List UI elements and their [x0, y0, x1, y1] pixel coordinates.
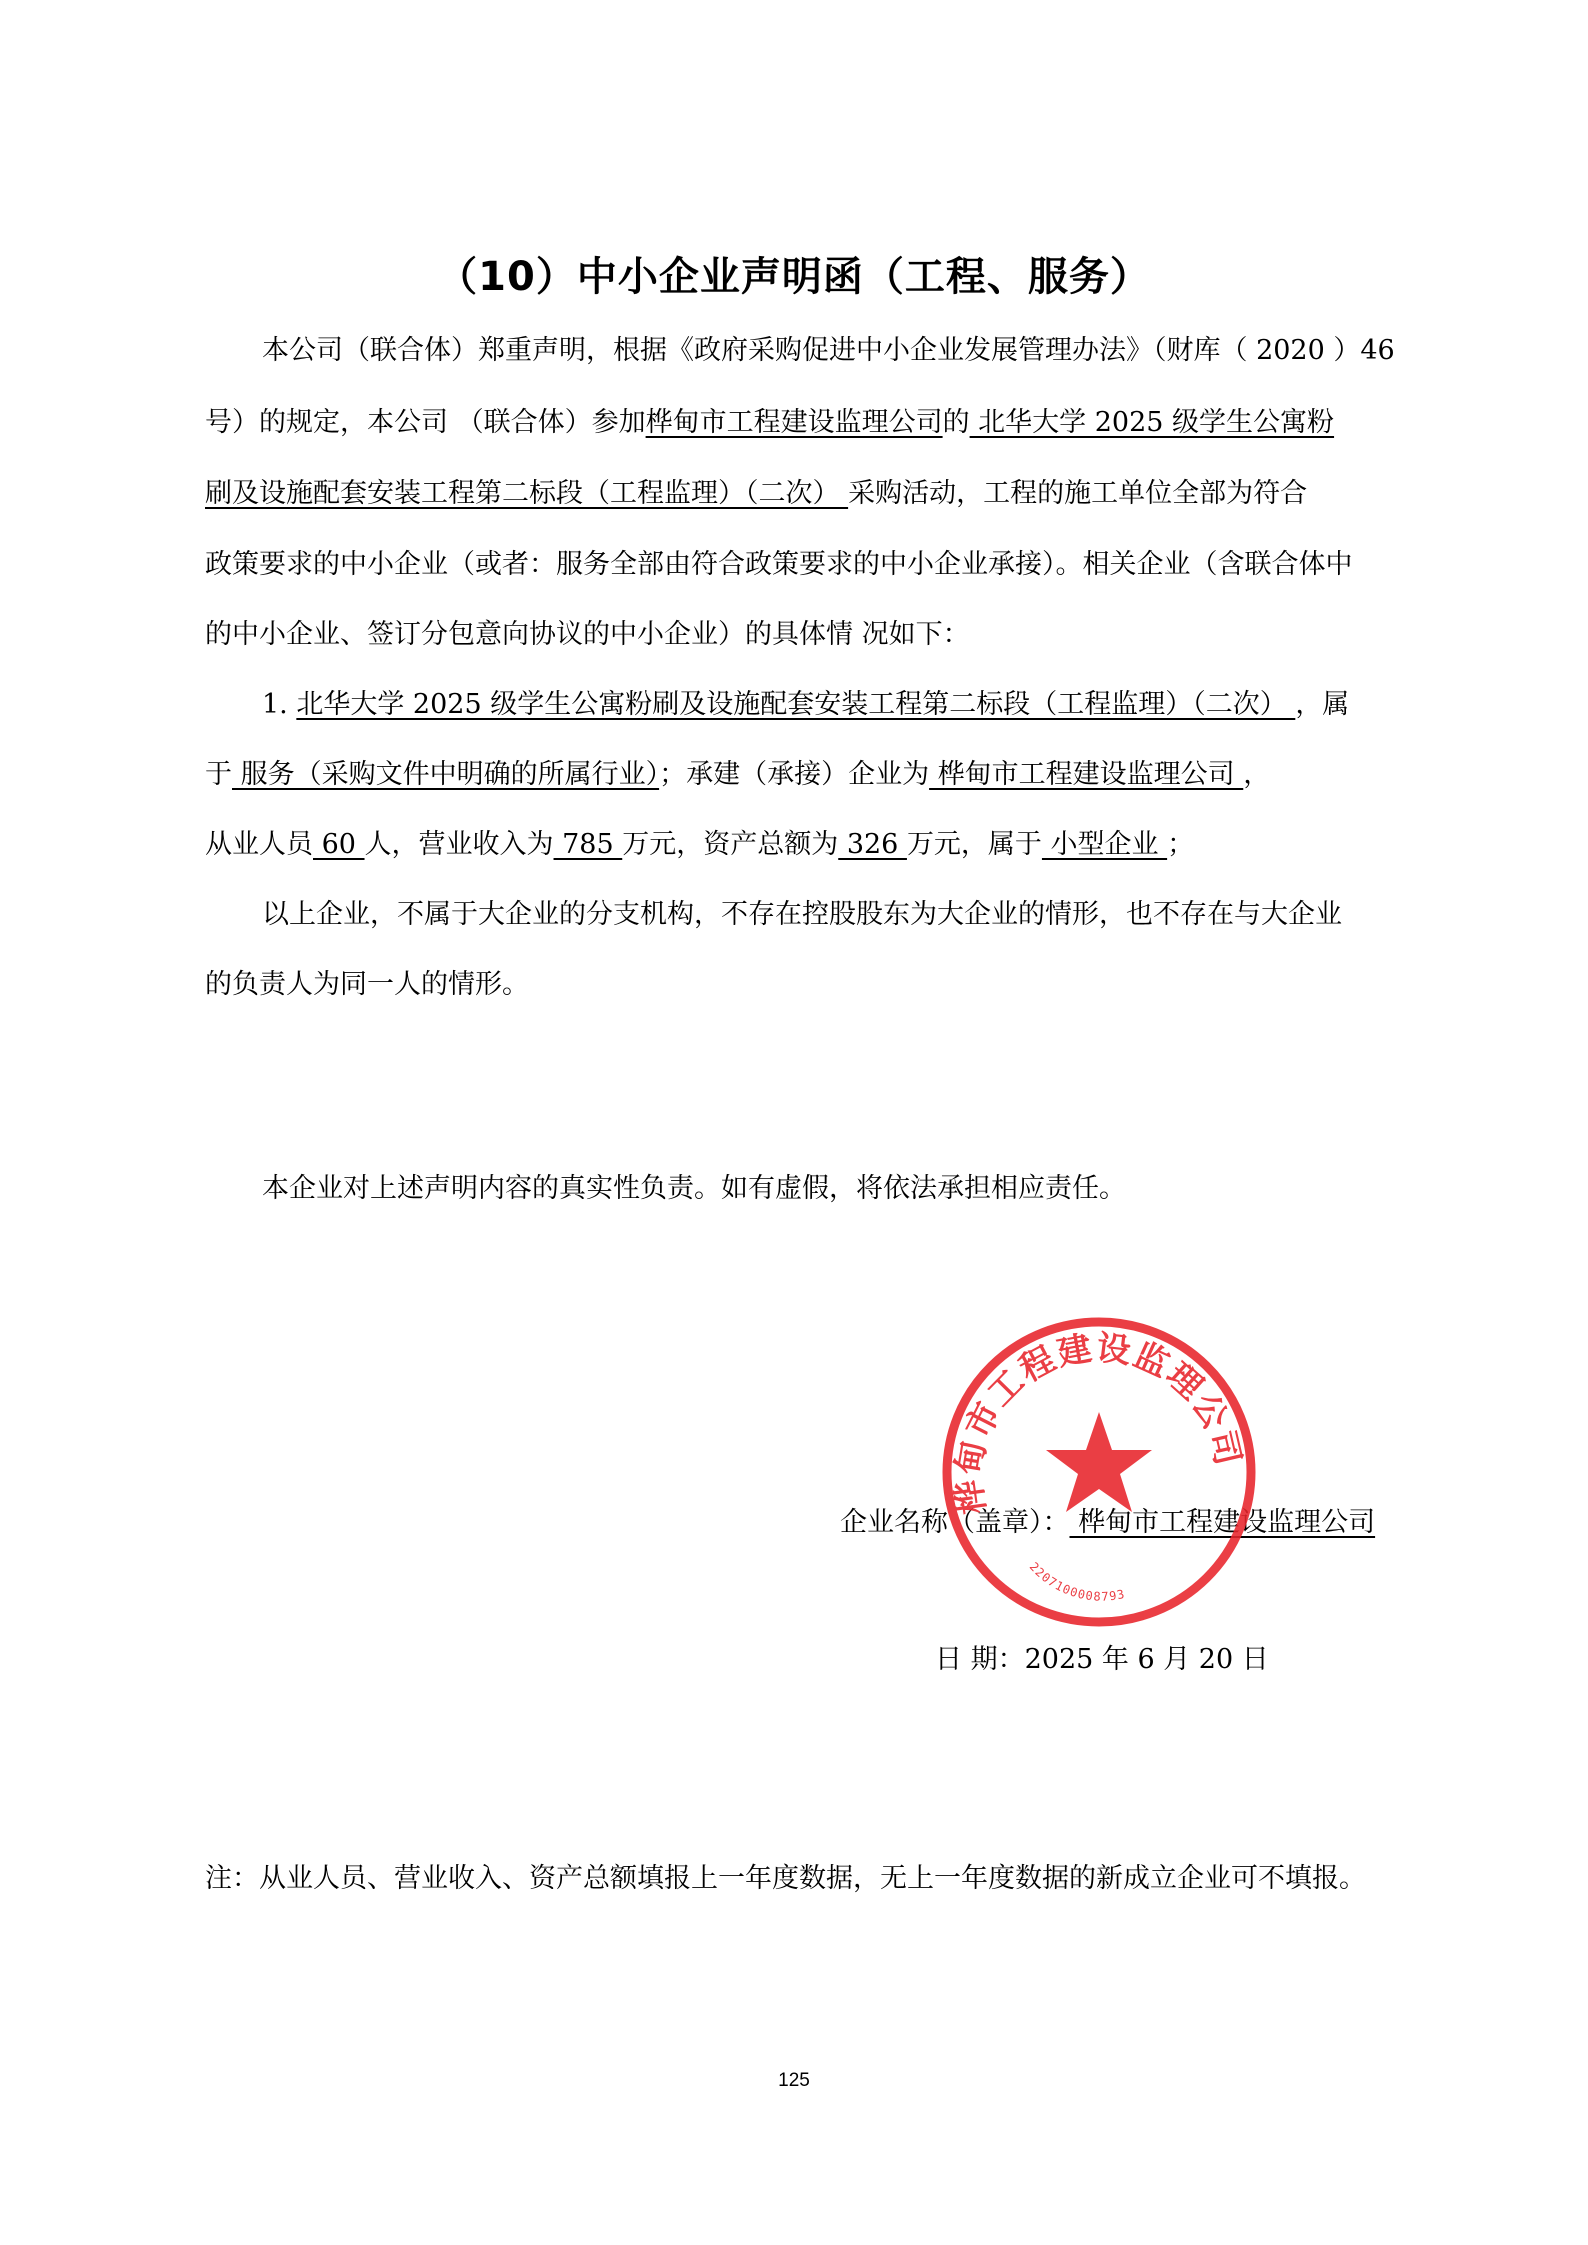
- para1-line3-text: 采购活动，工程的施工单位全部为符合: [848, 478, 1308, 509]
- item1-line1: [262, 687, 1349, 723]
- employees-blank: 60: [313, 829, 365, 860]
- company-seal-stamp: [934, 1312, 1264, 1632]
- seal-star-icon: [1046, 1412, 1152, 1512]
- revenue-blank: 785: [553, 829, 623, 860]
- seal-code: 2207100008793: [1026, 1559, 1127, 1604]
- para1-line4: 政策要求的中小企业（或者：服务全部由符合政策要求的中小企业承接）。相关企业（含联合体中: [205, 549, 1353, 580]
- para2-line1: 以上企业，不属于大企业的分支机构，不存在控股股东为大企业的情形，也不存在与大企业: [262, 899, 1342, 930]
- item1-line3: [205, 827, 1194, 863]
- item1-line2-text: ；承建（承接）企业为: [659, 759, 930, 790]
- para1-line2: [205, 405, 1334, 441]
- seal-text: 桦甸市工程建设监理公司: [948, 1327, 1249, 1517]
- signature-company: 桦甸市工程建设监理公司: [1069, 1507, 1376, 1538]
- para1-line2-text: 号）的规定，本公司 （联合体）参加: [205, 407, 646, 438]
- signature-label: 企业名称（盖章）：: [840, 1507, 1070, 1538]
- para1-line1: 本公司（联合体）郑重声明，根据《政府采购促进中小企业发展管理办法》（财库（ 2020 ）46: [262, 335, 1395, 366]
- para1-line5: 的中小企业、签订分包意向协议的中小企业）的具体情 况如下：: [205, 619, 970, 650]
- responsibility-statement: 本企业对上述声明内容的真实性负责。如有虚假，将依法承担相应责任。: [262, 1173, 1126, 1204]
- item1-number: 1.: [262, 689, 297, 720]
- item1-line1-suffix: ，属: [1295, 689, 1350, 720]
- footnote: 注：从业人员、营业收入、资产总额填报上一年度数据，无上一年度数据的新成立企业可不填报。: [205, 1863, 1366, 1894]
- para2-line2: 的负责人为同一人的情形。: [205, 969, 529, 1000]
- svg-text:2207100008793: [1027, 1560, 1127, 1604]
- item1-line2-prefix: 于: [205, 759, 232, 790]
- item1-line2: [205, 757, 1270, 793]
- project-name-blank-part2: 刷及设施配套安装工程第二标段（工程监理）（二次）: [205, 478, 849, 509]
- document-title: （10）中小企业声明函（工程、服务）: [437, 254, 1151, 300]
- scale-label: 万元，属于: [906, 829, 1042, 860]
- assets-label: 万元，资产总额为: [622, 829, 839, 860]
- para1-line3: [205, 476, 1307, 512]
- item1-line2-comma: ，: [1243, 759, 1271, 790]
- scale-blank: 小型企业: [1041, 829, 1168, 860]
- assets-blank: 326: [838, 829, 907, 860]
- bidder-name-blank: 桦甸市工程建设监理公司: [645, 407, 943, 438]
- item1-line3-end: ；: [1167, 829, 1195, 860]
- contractor-blank: 桦甸市工程建设监理公司: [929, 759, 1244, 790]
- revenue-label: 人，营业收入为: [364, 829, 554, 860]
- project-name-blank-part1: 北华大学 2025 级学生公寓粉: [969, 407, 1335, 438]
- signing-date: 日 期：2025 年 6 月 20 日: [935, 1644, 1269, 1675]
- para1-line2-of: 的: [942, 407, 970, 438]
- item1-project-blank: 北华大学 2025 级学生公寓粉刷及设施配套安装工程第二标段（工程监理）（二次）: [296, 689, 1296, 720]
- industry-blank: 服务（采购文件中明确的所属行业）: [232, 759, 660, 790]
- page-number: 125: [778, 2070, 810, 2091]
- employees-label: 从业人员: [205, 829, 313, 860]
